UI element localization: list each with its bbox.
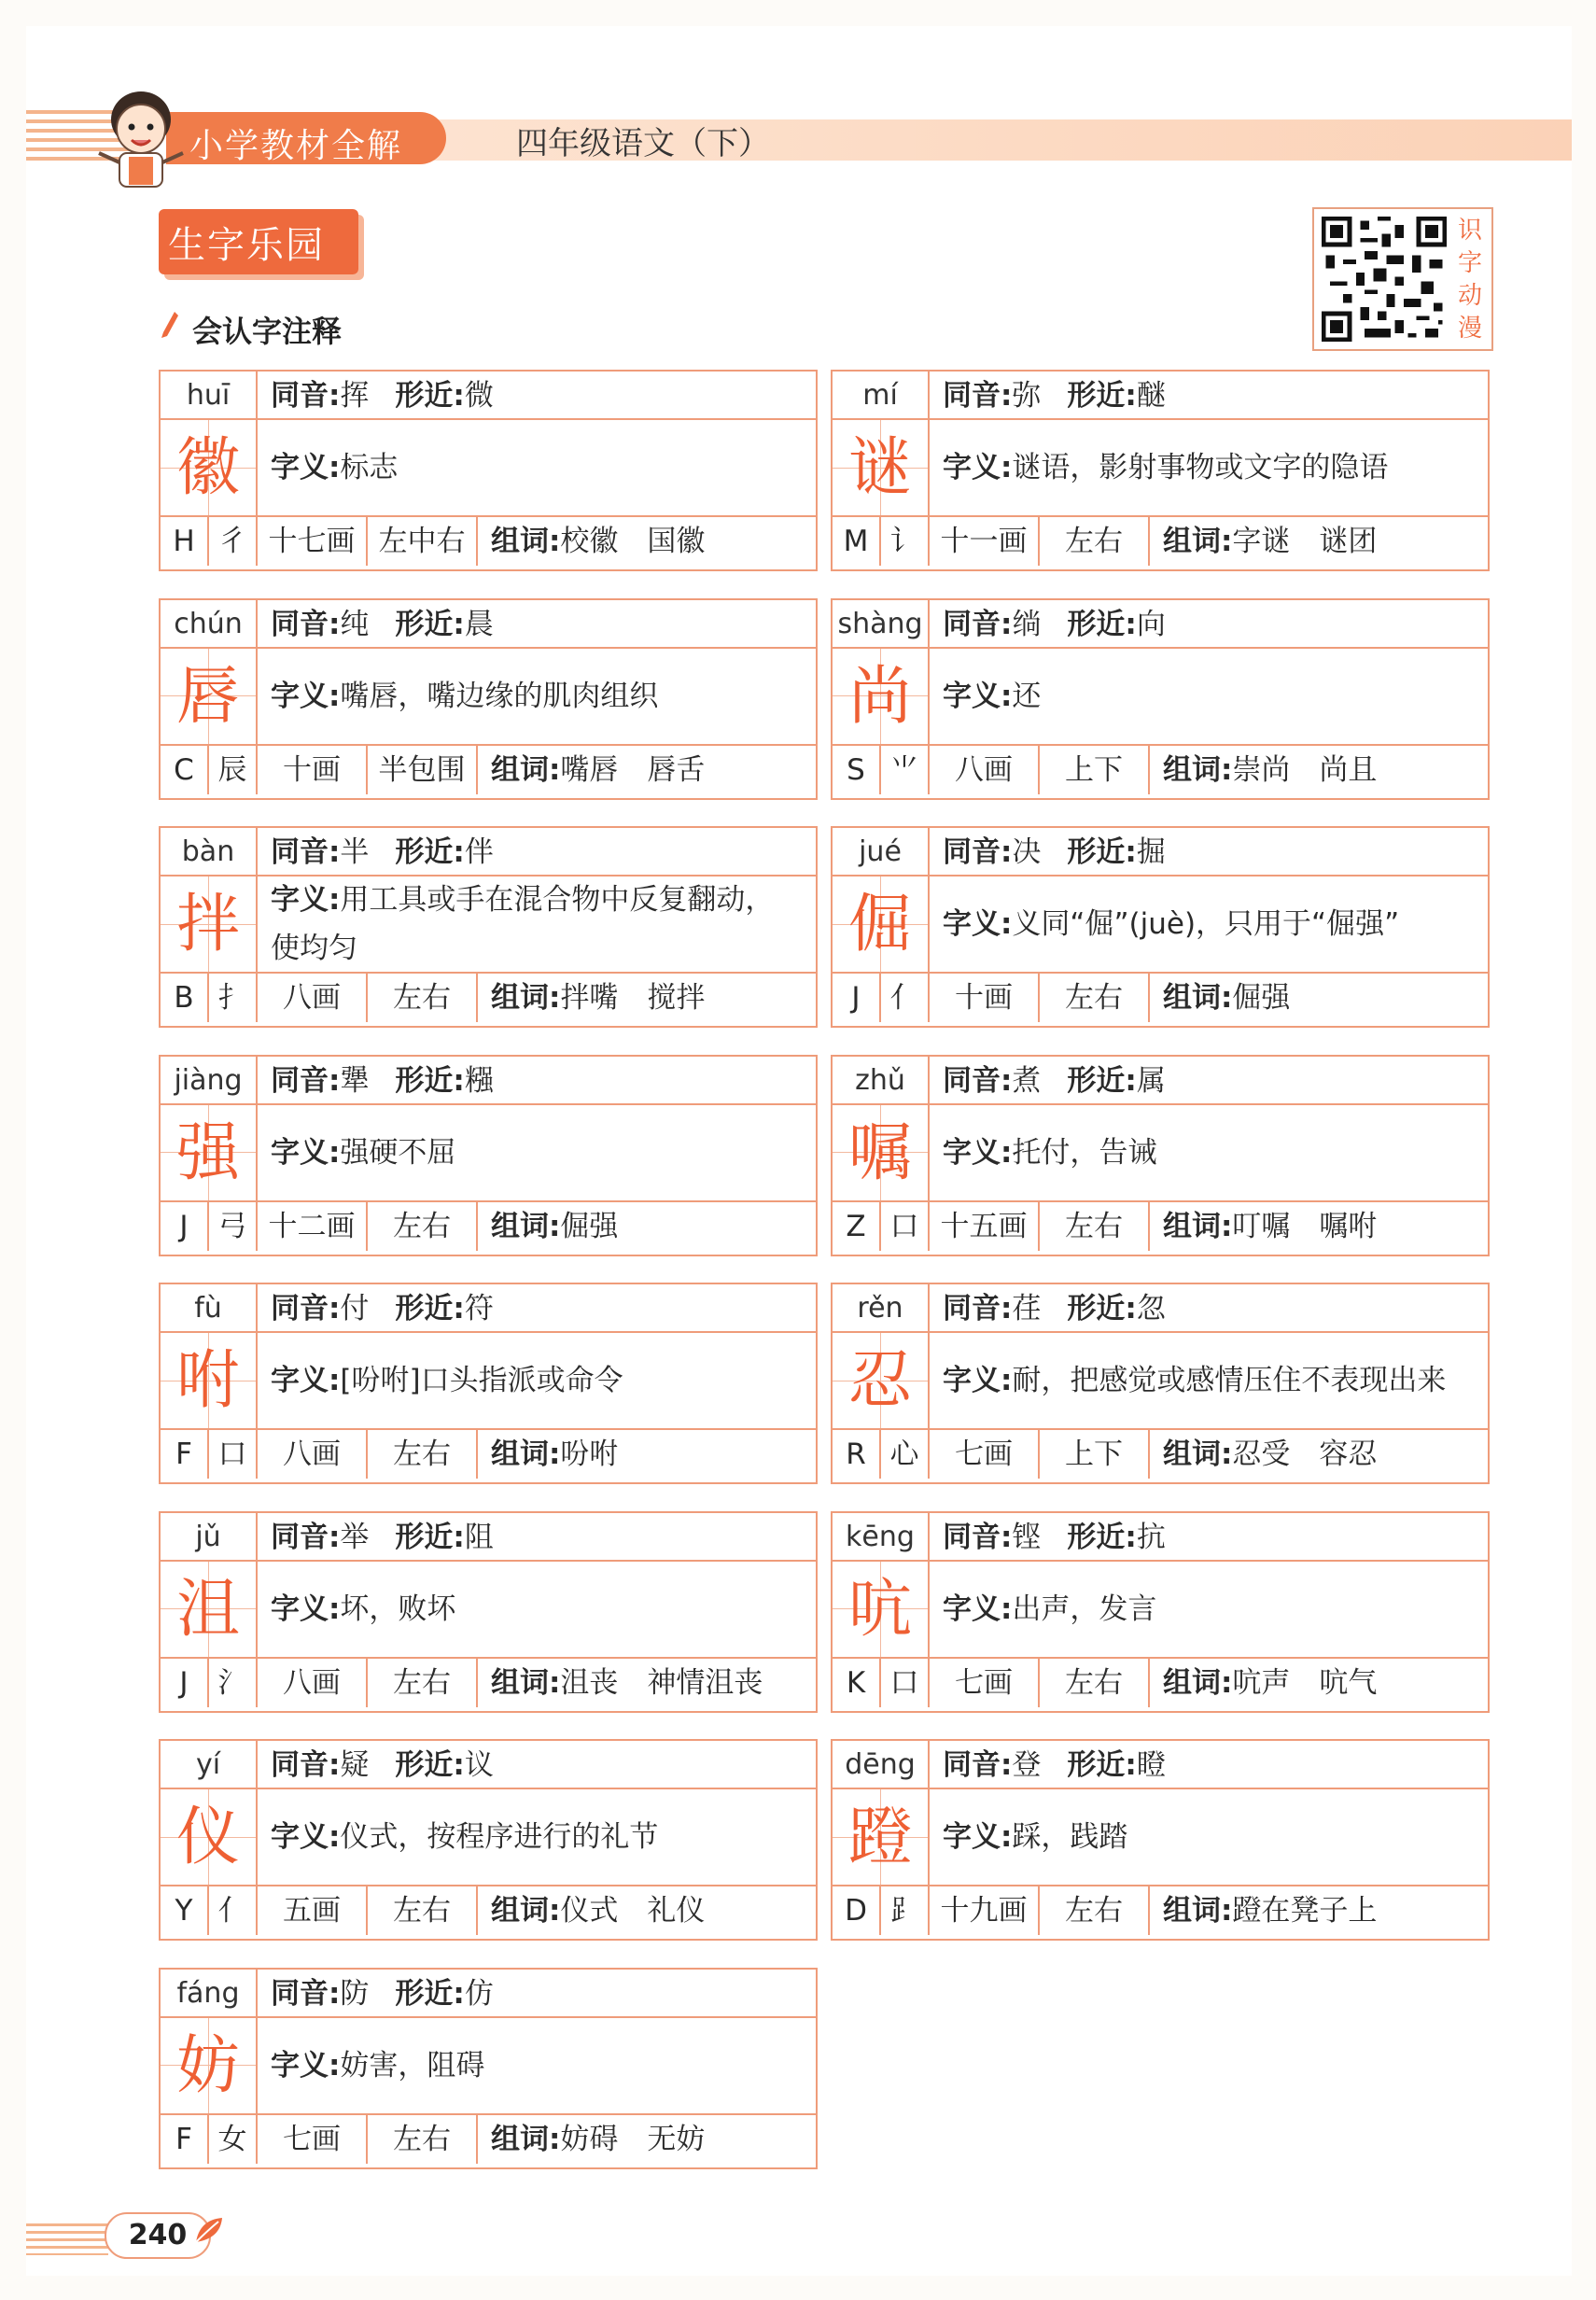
word-formation-label: 组词: <box>1163 1665 1233 1700</box>
homophone-row <box>930 828 1488 877</box>
pinyin: chún <box>161 600 258 649</box>
character: 尚 <box>847 659 912 734</box>
character-box <box>833 420 930 517</box>
structure: 左中右 <box>368 517 478 566</box>
character: 拌 <box>175 888 240 961</box>
character-card <box>159 370 818 571</box>
word-formation-label: 组词: <box>491 1438 561 1471</box>
meaning-row <box>258 1789 816 1886</box>
homophone-row <box>258 1284 816 1333</box>
radical: ⺌ <box>881 746 930 794</box>
character-box <box>161 1562 258 1659</box>
structure: 左右 <box>368 1659 478 1707</box>
similar-form-label: 形近: <box>1067 607 1137 641</box>
similar-form-value: 瞪 <box>1136 1748 1166 1782</box>
similar-form-label: 形近: <box>395 1976 465 2011</box>
word-formation-value: 仪式 礼仪 <box>560 1894 706 1928</box>
character-box <box>161 1789 258 1886</box>
character-card <box>831 1511 1490 1713</box>
word-formation-value: 沮丧 神情沮丧 <box>560 1665 763 1700</box>
word-formation <box>1150 1886 1488 1935</box>
radical: 弓 <box>209 1202 258 1251</box>
word-formation <box>478 517 816 566</box>
homophone-label: 同音: <box>271 1063 341 1098</box>
stroke-count: 八画 <box>930 746 1040 794</box>
word-formation-value: 蹬在凳子上 <box>1232 1894 1378 1928</box>
stroke-count: 五画 <box>258 1886 368 1935</box>
homophone-row <box>258 828 816 877</box>
word-formation <box>478 1430 816 1479</box>
pinyin-initial: R <box>833 1430 881 1479</box>
word-formation-value: 校徽 国徽 <box>560 525 706 558</box>
pinyin-initial: J <box>161 1659 209 1707</box>
radical: ⻊ <box>881 1886 930 1935</box>
word-formation-label: 组词: <box>491 525 561 558</box>
word-formation <box>478 1659 816 1707</box>
meaning-row <box>258 1562 816 1659</box>
meaning-value: 义同“倔”(juè)，只用于“倔强” <box>1012 907 1400 941</box>
meaning-row <box>258 2018 816 2115</box>
pinyin: shàng <box>833 600 930 649</box>
radical: 氵 <box>209 1659 258 1707</box>
meaning-label: 字义: <box>943 451 1013 484</box>
structure: 左右 <box>368 1202 478 1251</box>
pinyin: jué <box>833 828 930 877</box>
meaning-label: 字义: <box>271 2048 341 2083</box>
meaning-label: 字义: <box>271 1364 341 1397</box>
similar-form-value: 属 <box>1136 1063 1166 1098</box>
homophone-label: 同音: <box>271 1292 341 1325</box>
qr-code-panel[interactable] <box>1312 207 1493 351</box>
structure: 左右 <box>368 1430 478 1479</box>
word-formation-value: 倔强 <box>560 1209 619 1243</box>
character-card <box>159 1968 818 2169</box>
section-title: 生字乐园 <box>168 224 325 267</box>
meaning-label: 字义: <box>943 907 1013 941</box>
pinyin-initial: Y <box>161 1886 209 1935</box>
word-formation-label: 组词: <box>1163 1209 1233 1243</box>
character-card <box>159 826 818 1028</box>
character: 妨 <box>175 2028 240 2103</box>
character-card <box>159 1739 818 1941</box>
pinyin-initial: F <box>161 2115 209 2164</box>
pinyin: bàn <box>161 828 258 877</box>
character: 谜 <box>847 431 912 505</box>
word-formation-label: 组词: <box>1163 525 1233 558</box>
stroke-count: 十七画 <box>258 517 368 566</box>
radical: 女 <box>209 2115 258 2164</box>
pinyin: mí <box>833 372 930 420</box>
character: 忍 <box>847 1344 912 1418</box>
word-formation-label: 组词: <box>491 1665 561 1700</box>
pinyin: fù <box>161 1284 258 1333</box>
similar-form-label: 形近: <box>395 1292 465 1325</box>
homophone-label: 同音: <box>271 835 341 869</box>
meaning-value: [吩咐]口头指派或命令 <box>340 1364 623 1397</box>
homophone-row <box>258 1741 816 1789</box>
character-card <box>831 598 1490 800</box>
word-formation-label: 组词: <box>491 1894 561 1928</box>
pencil-icon <box>160 310 180 340</box>
pinyin-initial: Z <box>833 1202 881 1251</box>
character-box <box>833 649 930 746</box>
pinyin: fáng <box>161 1970 258 2018</box>
character-box <box>833 1105 930 1202</box>
similar-form-value: 忽 <box>1136 1292 1166 1325</box>
homophone-label: 同音: <box>271 379 341 413</box>
homophone-value: 弥 <box>1012 379 1042 413</box>
homophone-row <box>258 1057 816 1105</box>
page-number: 240 <box>105 2212 211 2259</box>
character-card <box>831 826 1490 1028</box>
character-card <box>831 1283 1490 1484</box>
homophone-row <box>930 600 1488 649</box>
structure: 左右 <box>1040 1659 1150 1707</box>
word-formation-label: 组词: <box>491 2122 561 2156</box>
word-formation-value: 嘴唇 唇舌 <box>560 752 706 787</box>
similar-form-value: 醚 <box>1136 379 1166 413</box>
word-formation-label: 组词: <box>1163 752 1233 787</box>
homophone-row <box>930 1741 1488 1789</box>
word-formation <box>478 746 816 794</box>
stroke-count: 八画 <box>258 1659 368 1707</box>
meaning-value: 坏，败坏 <box>340 1592 456 1626</box>
homophone-value: 荏 <box>1012 1292 1042 1325</box>
meaning-row <box>930 649 1488 746</box>
word-formation-value: 妨碍 无妨 <box>560 2122 706 2156</box>
character: 倔 <box>847 888 912 961</box>
similar-form-label: 形近: <box>1067 835 1137 869</box>
homophone-row <box>258 372 816 420</box>
meaning-label: 字义: <box>271 883 341 917</box>
meaning-value: 托付，告诫 <box>1012 1135 1157 1170</box>
character-card <box>159 1055 818 1256</box>
similar-form-value: 向 <box>1136 607 1166 641</box>
radical: 口 <box>209 1430 258 1479</box>
word-formation-value: 叮嘱 嘱咐 <box>1232 1209 1378 1243</box>
structure: 上下 <box>1040 1430 1150 1479</box>
similar-form-value: 微 <box>464 379 494 413</box>
pinyin: huī <box>161 372 258 420</box>
character: 仪 <box>175 1801 240 1874</box>
stroke-count: 八画 <box>258 974 368 1022</box>
character: 咐 <box>175 1344 240 1418</box>
meaning-value: 妨害，阻碍 <box>340 2048 485 2083</box>
homophone-value: 挥 <box>340 379 370 413</box>
similar-form-value: 符 <box>464 1292 494 1325</box>
homophone-value: 煮 <box>1012 1063 1042 1098</box>
character-box <box>161 2018 258 2115</box>
word-formation <box>478 974 816 1022</box>
similar-form-value: 仿 <box>464 1976 494 2011</box>
character-box <box>161 420 258 517</box>
meaning-label: 字义: <box>943 1592 1013 1626</box>
structure: 左右 <box>1040 974 1150 1022</box>
meaning-row <box>930 1333 1488 1430</box>
structure: 左右 <box>1040 517 1150 566</box>
homophone-row <box>930 372 1488 420</box>
character-box <box>161 1333 258 1430</box>
homophone-value: 登 <box>1012 1748 1042 1782</box>
character: 吭 <box>847 1572 912 1647</box>
meaning-label: 字义: <box>943 1820 1013 1854</box>
pinyin-initial: S <box>833 746 881 794</box>
similar-form-label: 形近: <box>1067 1292 1137 1325</box>
homophone-value: 绱 <box>1012 607 1042 641</box>
meaning-row <box>258 1333 816 1430</box>
homophone-value: 半 <box>340 835 370 869</box>
structure: 左右 <box>368 2115 478 2164</box>
character-box <box>833 1562 930 1659</box>
radical: 彳 <box>209 517 258 566</box>
homophone-label: 同音: <box>943 1748 1013 1782</box>
homophone-label: 同音: <box>943 379 1013 413</box>
word-formation-value: 字谜 谜团 <box>1232 525 1378 558</box>
stroke-count: 七画 <box>930 1430 1040 1479</box>
similar-form-value: 阻 <box>464 1520 494 1554</box>
word-formation-label: 组词: <box>1163 981 1233 1015</box>
pinyin-initial: C <box>161 746 209 794</box>
meaning-value: 谜语，影射事物或文字的隐语 <box>1012 451 1389 484</box>
pinyin: kēng <box>833 1513 930 1562</box>
radical: 心 <box>881 1430 930 1479</box>
word-formation-label: 组词: <box>1163 1438 1233 1471</box>
character-card <box>831 1055 1490 1256</box>
stroke-count: 七画 <box>258 2115 368 2164</box>
stroke-count: 八画 <box>258 1430 368 1479</box>
similar-form-value: 抗 <box>1136 1520 1166 1554</box>
word-formation <box>1150 746 1488 794</box>
homophone-label: 同音: <box>271 607 341 641</box>
structure: 左右 <box>368 1886 478 1935</box>
meaning-row <box>930 877 1488 974</box>
character: 徽 <box>175 431 240 505</box>
character-card <box>159 1283 818 1484</box>
homophone-label: 同音: <box>943 835 1013 869</box>
meaning-value: 嘴唇，嘴边缘的肌肉组织 <box>340 679 659 713</box>
meaning-label: 字义: <box>271 451 341 484</box>
character-card <box>159 1511 818 1713</box>
homophone-value: 铿 <box>1012 1520 1042 1554</box>
pinyin-initial: J <box>833 974 881 1022</box>
homophone-label: 同音: <box>943 1292 1013 1325</box>
radical: 口 <box>881 1659 930 1707</box>
meaning-label: 字义: <box>271 1592 341 1626</box>
similar-form-value: 掘 <box>1136 835 1166 869</box>
pinyin-initial: D <box>833 1886 881 1935</box>
meaning-label: 字义: <box>271 1820 341 1854</box>
mascot-icon <box>90 82 192 194</box>
homophone-value: 举 <box>340 1520 370 1554</box>
word-formation-value: 倔强 <box>1232 981 1291 1015</box>
word-formation <box>478 2115 816 2164</box>
character: 强 <box>175 1115 240 1190</box>
character-card <box>831 1739 1490 1941</box>
page <box>26 26 1572 2276</box>
similar-form-label: 形近: <box>395 607 465 641</box>
homophone-value: 犟 <box>340 1063 370 1098</box>
homophone-label: 同音: <box>943 1520 1013 1554</box>
character: 蹬 <box>847 1801 912 1874</box>
book-subtitle: 四年级语文（下） <box>516 125 770 162</box>
meaning-label: 字义: <box>271 1135 341 1170</box>
word-formation-value: 拌嘴 搅拌 <box>560 981 706 1015</box>
radical: 扌 <box>209 974 258 1022</box>
pinyin-initial: J <box>161 1202 209 1251</box>
homophone-row <box>258 600 816 649</box>
similar-form-label: 形近: <box>1067 1063 1137 1098</box>
word-formation <box>1150 1430 1488 1479</box>
similar-form-label: 形近: <box>1067 1520 1137 1554</box>
homophone-row <box>930 1513 1488 1562</box>
homophone-label: 同音: <box>271 1520 341 1554</box>
meaning-value: 用工具或手在混合物中反复翻动，使均匀 <box>271 883 775 965</box>
word-formation-value: 吩咐 <box>560 1438 619 1471</box>
qr-code-icon[interactable] <box>1322 217 1447 342</box>
meaning-value: 耐，把感觉或感情压住不表现出来 <box>1012 1364 1447 1397</box>
meaning-row <box>930 1789 1488 1886</box>
homophone-label: 同音: <box>943 1063 1013 1098</box>
pinyin: dēng <box>833 1741 930 1789</box>
meaning-row <box>258 877 816 974</box>
meaning-row <box>930 1105 1488 1202</box>
homophone-value: 纯 <box>340 607 370 641</box>
meaning-row <box>258 649 816 746</box>
homophone-value: 付 <box>340 1292 370 1325</box>
character-box <box>161 1105 258 1202</box>
homophone-value: 防 <box>340 1976 370 2011</box>
word-formation-value: 吭声 吭气 <box>1232 1665 1378 1700</box>
character-box <box>833 877 930 974</box>
meaning-value: 踩，践踏 <box>1012 1820 1128 1854</box>
pinyin-initial: F <box>161 1430 209 1479</box>
radical: 亻 <box>209 1886 258 1935</box>
meaning-label: 字义: <box>271 679 341 713</box>
character-box <box>161 877 258 974</box>
meaning-row <box>930 1562 1488 1659</box>
meaning-value: 强硬不屈 <box>340 1135 456 1170</box>
word-formation <box>1150 1659 1488 1707</box>
word-formation <box>478 1886 816 1935</box>
structure: 左右 <box>1040 1202 1150 1251</box>
homophone-row <box>258 1513 816 1562</box>
stroke-count: 七画 <box>930 1659 1040 1707</box>
structure: 半包围 <box>368 746 478 794</box>
meaning-label: 字义: <box>943 1364 1013 1397</box>
similar-form-value: 伴 <box>464 835 494 869</box>
radical: 讠 <box>881 517 930 566</box>
stroke-count: 十一画 <box>930 517 1040 566</box>
similar-form-label: 形近: <box>1067 379 1137 413</box>
meaning-row <box>258 420 816 517</box>
word-formation <box>1150 517 1488 566</box>
word-formation-label: 组词: <box>491 752 561 787</box>
similar-form-value: 议 <box>464 1748 494 1782</box>
similar-form-label: 形近: <box>395 835 465 869</box>
character: 沮 <box>175 1572 240 1647</box>
qr-label: 识字动漫 <box>1457 217 1482 343</box>
character-card <box>159 598 818 800</box>
meaning-row <box>930 420 1488 517</box>
structure: 上下 <box>1040 746 1150 794</box>
stroke-count: 十画 <box>930 974 1040 1022</box>
pinyin: zhǔ <box>833 1057 930 1105</box>
stroke-count: 十五画 <box>930 1202 1040 1251</box>
homophone-label: 同音: <box>271 1748 341 1782</box>
meaning-value: 还 <box>1012 679 1042 713</box>
stroke-count: 十九画 <box>930 1886 1040 1935</box>
meaning-value: 出声，发言 <box>1012 1592 1157 1626</box>
homophone-row <box>930 1057 1488 1105</box>
meaning-value: 仪式，按程序进行的礼节 <box>340 1820 659 1854</box>
word-formation <box>478 1202 816 1251</box>
pinyin-initial: H <box>161 517 209 566</box>
meaning-value: 标志 <box>340 451 399 484</box>
homophone-value: 疑 <box>340 1748 370 1782</box>
stroke-count: 十二画 <box>258 1202 368 1251</box>
pinyin-initial: K <box>833 1659 881 1707</box>
similar-form-label: 形近: <box>395 379 465 413</box>
word-formation-value: 崇尚 尚且 <box>1232 752 1378 787</box>
character: 唇 <box>175 659 240 734</box>
radical: 辰 <box>209 746 258 794</box>
word-formation-label: 组词: <box>1163 1894 1233 1928</box>
structure: 左右 <box>368 974 478 1022</box>
word-formation <box>1150 1202 1488 1251</box>
character: 嘱 <box>847 1115 912 1190</box>
structure: 左右 <box>1040 1886 1150 1935</box>
pinyin: yí <box>161 1741 258 1789</box>
homophone-value: 决 <box>1012 835 1042 869</box>
pinyin: rěn <box>833 1284 930 1333</box>
meaning-row <box>258 1105 816 1202</box>
similar-form-value: 糨 <box>464 1063 494 1098</box>
word-formation-value: 忍受 容忍 <box>1232 1438 1378 1471</box>
meaning-label: 字义: <box>943 679 1013 713</box>
word-formation-label: 组词: <box>491 981 561 1015</box>
meaning-label: 字义: <box>943 1135 1013 1170</box>
character-card <box>831 370 1490 571</box>
pinyin: jǔ <box>161 1513 258 1562</box>
similar-form-label: 形近: <box>1067 1748 1137 1782</box>
leaf-icon <box>192 2214 226 2248</box>
homophone-label: 同音: <box>271 1976 341 2011</box>
character-box <box>833 1333 930 1430</box>
radical: 口 <box>881 1202 930 1251</box>
similar-form-value: 晨 <box>464 607 494 641</box>
pinyin-initial: M <box>833 517 881 566</box>
book-title: 小学教材全解 <box>189 127 403 165</box>
character-box <box>833 1789 930 1886</box>
similar-form-label: 形近: <box>395 1520 465 1554</box>
homophone-label: 同音: <box>943 607 1013 641</box>
pinyin-initial: B <box>161 974 209 1022</box>
character-box <box>161 649 258 746</box>
footer-stripes <box>26 2223 108 2255</box>
similar-form-label: 形近: <box>395 1748 465 1782</box>
subsection-title: 会认字注释 <box>192 314 343 349</box>
homophone-row <box>930 1284 1488 1333</box>
radical: 亻 <box>881 974 930 1022</box>
word-formation <box>1150 974 1488 1022</box>
pinyin: jiàng <box>161 1057 258 1105</box>
similar-form-label: 形近: <box>395 1063 465 1098</box>
word-formation-label: 组词: <box>491 1209 561 1243</box>
stroke-count: 十画 <box>258 746 368 794</box>
homophone-row <box>258 1970 816 2018</box>
